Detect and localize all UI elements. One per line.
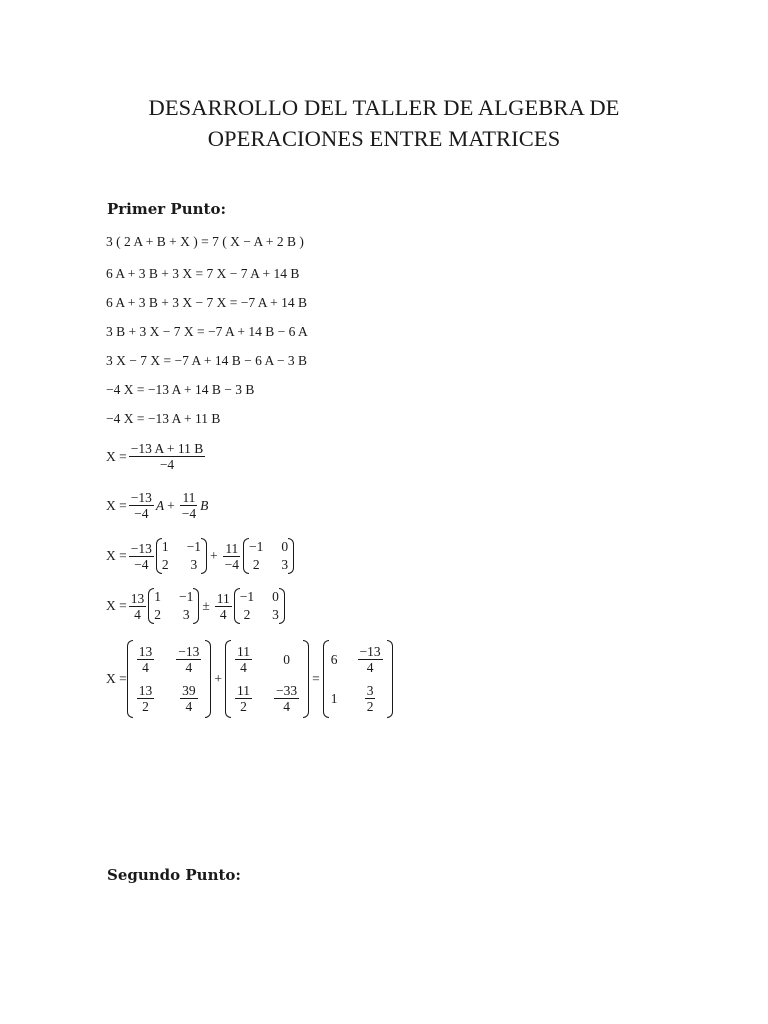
fraction-numerator: 3 [366,683,374,698]
plus-minus-sign: ± [202,598,210,613]
fraction-numerator: 11 [216,590,230,606]
equation-line-1: 3 ( 2 A + B + X ) = 7 ( X − A + 2 B ) [106,234,304,249]
fraction [129,441,206,472]
lhs-x: X = [106,598,127,613]
fraction-numerator: −13 [178,644,200,659]
matrix-cell [235,683,252,714]
matrix-cell: 0 [283,651,290,667]
fraction-denominator: 4 [185,660,193,675]
matrix-cell [358,644,383,675]
fraction-numerator: 11 [225,540,239,556]
fraction-denominator: 4 [366,660,374,675]
fraction-denominator: 4 [240,660,247,675]
fraction-denominator: −4 [181,506,197,521]
document-title [80,92,688,154]
scalar-fraction-1 [129,541,154,572]
fraction-numerator: −33 [276,683,298,698]
equation-fraction-line [106,441,207,472]
title-line-2: OPERACIONES ENTRE MATRICES [207,126,561,151]
matrix-cell: 3 [190,557,198,572]
equation-line-7: −4 X = −13 A + 11 B [106,411,221,426]
matrix-cell: 1 [161,539,169,554]
equation-line-6: −4 X = −13 A + 14 B − 3 B [106,382,255,397]
fraction-denominator: 2 [366,699,374,714]
fraction-numerator: 13 [130,590,145,606]
fraction-numerator: 13 [138,644,153,659]
lhs-x: X = [106,448,127,464]
equation-matrix-line-3 [106,640,393,718]
equation-split-line [106,490,208,521]
section-heading-segundo-punto: Segundo Punto: [107,866,241,884]
plus-sign: + [167,497,175,513]
matrix-cell [180,683,198,714]
fraction-denominator: 2 [142,699,149,714]
matrix-cell: 2 [154,607,161,622]
equation-line-4: 3 B + 3 X − 7 X = −7 A + 14 B − 6 A [106,324,308,339]
matrix-b [234,588,285,624]
matrix-b [243,538,294,574]
fraction-denominator: 4 [219,606,227,622]
lhs-x: X = [106,497,127,513]
matrix-cell: 2 [161,557,169,572]
scalar-fraction-1 [129,591,147,622]
matrix-scaled-a [127,640,212,718]
fraction-b [180,490,198,521]
plus-sign: + [214,671,222,686]
fraction-denominator: 4 [142,660,149,675]
matrix-cell [176,644,201,675]
matrix-cell [137,683,155,714]
matrix-cell: 1 [330,690,338,706]
fraction-numerator: 11 [237,683,250,698]
equation-line-2: 6 A + 3 B + 3 X = 7 X − 7 A + 14 B [106,266,300,281]
fraction-numerator: 11 [237,644,250,659]
fraction-denominator: −4 [224,556,239,572]
matrix-cell: 3 [182,607,190,622]
fraction-a [129,490,154,521]
fraction-numerator: −13 [130,540,152,556]
section-heading-primer-punto: Primer Punto: [107,200,226,218]
matrix-cell: −1 [239,589,255,604]
scalar-fraction-2 [223,541,241,572]
matrix-cell: 2 [243,607,251,622]
equation-matrix-line-1 [106,538,294,574]
fraction-numerator: 39 [182,683,196,698]
fraction-numerator: 13 [138,683,153,698]
lhs-x: X = [106,671,127,686]
variable-a: A [155,497,165,513]
matrix-cell: 0 [281,539,289,554]
matrix-cell: −1 [186,539,201,554]
matrix-result [323,640,393,718]
matrix-cell: 3 [281,557,289,572]
fraction-denominator: 4 [283,699,290,714]
matrix-scaled-b [225,640,309,718]
matrix-cell: 0 [272,589,279,604]
fraction-numerator: −13 [359,644,381,659]
fraction-denominator: 4 [134,606,141,622]
fraction-denominator: −4 [134,556,149,572]
variable-b: B [200,497,209,513]
equals-sign: = [312,671,320,686]
fraction-denominator: −4 [159,457,175,472]
title-line-1: DESARROLLO DEL TALLER DE ALGEBRA DE [148,95,620,120]
matrix-a [156,538,207,574]
matrix-cell [274,683,299,714]
fraction-denominator: 2 [240,699,247,714]
matrix-cell [235,644,252,675]
equation-line-5: 3 X − 7 X = −7 A + 14 B − 6 A − 3 B [106,353,307,368]
matrix-cell [137,644,155,675]
fraction-denominator: 4 [185,699,193,714]
matrix-cell: −1 [179,589,194,604]
matrix-a [148,588,199,624]
scalar-fraction-2 [215,591,232,622]
fraction-numerator: −13 A + 11 B [130,441,204,456]
matrix-cell: 1 [154,589,161,604]
fraction-denominator: −4 [134,506,149,521]
matrix-cell [365,683,376,714]
matrix-cell: 6 [330,651,338,667]
fraction-numerator: −13 [130,490,152,505]
equation-matrix-line-2 [106,588,285,624]
plus-sign: + [210,548,218,563]
equation-line-3: 6 A + 3 B + 3 X − 7 X = −7 A + 14 B [106,295,307,310]
lhs-x: X = [106,548,127,563]
matrix-cell: −1 [249,539,264,554]
matrix-cell: 3 [272,607,279,622]
fraction-numerator: 11 [182,490,196,505]
matrix-cell: 2 [252,557,260,572]
